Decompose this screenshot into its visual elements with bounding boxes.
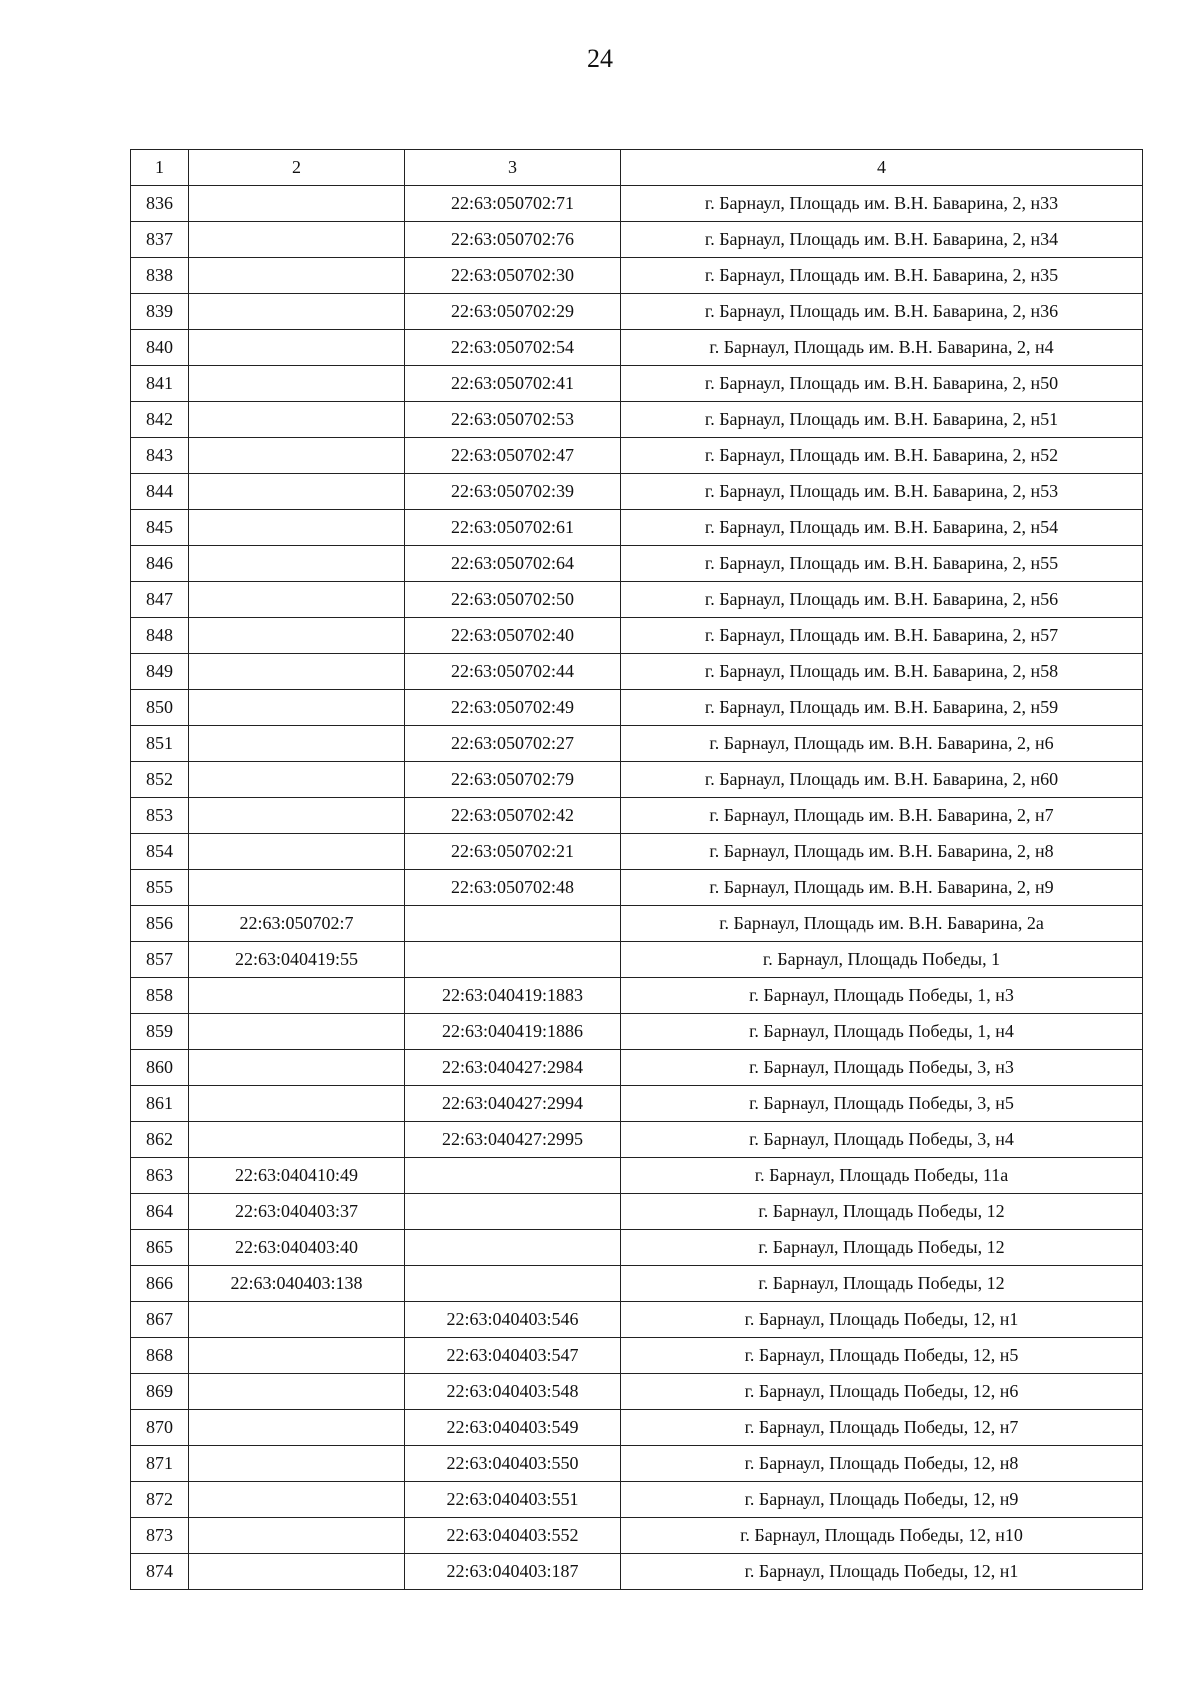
table-row: [131, 1050, 1143, 1086]
row-number-cell: 868: [131, 1338, 189, 1374]
building-cadastral-cell: [189, 726, 405, 762]
premises-cadastral-cell: 22:63:050702:61: [405, 510, 621, 546]
table-row: [131, 402, 1143, 438]
address-cell: г. Барнаул, Площадь Победы, 12, н1: [621, 1554, 1143, 1590]
row-number-cell: 857: [131, 942, 189, 978]
building-cadastral-cell: [189, 870, 405, 906]
header-cell-4: 4: [621, 150, 1143, 186]
premises-cadastral-cell: 22:63:040403:547: [405, 1338, 621, 1374]
building-cadastral-cell: [189, 1374, 405, 1410]
row-number-cell: 866: [131, 1266, 189, 1302]
table-row: [131, 726, 1143, 762]
building-cadastral-cell: [189, 1410, 405, 1446]
row-number-cell: 844: [131, 474, 189, 510]
address-cell: г. Барнаул, Площадь им. В.Н. Баварина, 2, н6: [621, 726, 1143, 762]
address-cell: г. Барнаул, Площадь им. В.Н. Баварина, 2, н51: [621, 402, 1143, 438]
premises-cadastral-cell: 22:63:050702:21: [405, 834, 621, 870]
premises-cadastral-cell: 22:63:040403:549: [405, 1410, 621, 1446]
address-cell: г. Барнаул, Площадь им. В.Н. Баварина, 2, н53: [621, 474, 1143, 510]
premises-cadastral-cell: 22:63:040403:187: [405, 1554, 621, 1590]
building-cadastral-cell: 22:63:040403:138: [189, 1266, 405, 1302]
row-number-cell: 843: [131, 438, 189, 474]
address-cell: г. Барнаул, Площадь Победы, 12, н8: [621, 1446, 1143, 1482]
building-cadastral-cell: [189, 1518, 405, 1554]
table-row: [131, 1158, 1143, 1194]
premises-cadastral-cell: 22:63:040403:546: [405, 1302, 621, 1338]
premises-cadastral-cell: [405, 906, 621, 942]
row-number-cell: 853: [131, 798, 189, 834]
premises-cadastral-cell: 22:63:050702:47: [405, 438, 621, 474]
page-number: 24: [587, 44, 613, 73]
row-number-cell: 850: [131, 690, 189, 726]
address-cell: г. Барнаул, Площадь им. В.Н. Баварина, 2, н7: [621, 798, 1143, 834]
building-cadastral-cell: [189, 978, 405, 1014]
address-cell: г. Барнаул, Площадь Победы, 1, н4: [621, 1014, 1143, 1050]
table-row: [131, 654, 1143, 690]
building-cadastral-cell: [189, 186, 405, 222]
table-row: [131, 978, 1143, 1014]
building-cadastral-cell: [189, 762, 405, 798]
row-number-cell: 840: [131, 330, 189, 366]
address-cell: г. Барнаул, Площадь им. В.Н. Баварина, 2, н52: [621, 438, 1143, 474]
building-cadastral-cell: [189, 690, 405, 726]
premises-cadastral-cell: 22:63:040427:2984: [405, 1050, 621, 1086]
address-cell: г. Барнаул, Площадь им. В.Н. Баварина, 2, н60: [621, 762, 1143, 798]
building-cadastral-cell: [189, 402, 405, 438]
table-row: [131, 294, 1143, 330]
row-number-cell: 863: [131, 1158, 189, 1194]
building-cadastral-cell: [189, 474, 405, 510]
premises-cadastral-cell: [405, 1158, 621, 1194]
row-number-cell: 838: [131, 258, 189, 294]
table-row: [131, 762, 1143, 798]
premises-cadastral-cell: 22:63:050702:64: [405, 546, 621, 582]
row-number-cell: 871: [131, 1446, 189, 1482]
premises-cadastral-cell: 22:63:040403:548: [405, 1374, 621, 1410]
row-number-cell: 839: [131, 294, 189, 330]
table-row: [131, 1194, 1143, 1230]
registry-table: [130, 149, 1143, 1590]
address-cell: г. Барнаул, Площадь им. В.Н. Баварина, 2, н50: [621, 366, 1143, 402]
premises-cadastral-cell: 22:63:040427:2995: [405, 1122, 621, 1158]
header-cell-2: 2: [189, 150, 405, 186]
address-cell: г. Барнаул, Площадь Победы, 12, н9: [621, 1482, 1143, 1518]
premises-cadastral-cell: 22:63:050702:41: [405, 366, 621, 402]
building-cadastral-cell: [189, 1086, 405, 1122]
table-row: [131, 1230, 1143, 1266]
table-row: [131, 1554, 1143, 1590]
premises-cadastral-cell: 22:63:040403:551: [405, 1482, 621, 1518]
address-cell: г. Барнаул, Площадь им. В.Н. Баварина, 2, н36: [621, 294, 1143, 330]
building-cadastral-cell: 22:63:040403:37: [189, 1194, 405, 1230]
building-cadastral-cell: [189, 258, 405, 294]
table-row: [131, 546, 1143, 582]
table-row: [131, 618, 1143, 654]
address-cell: г. Барнаул, Площадь им. В.Н. Баварина, 2, н35: [621, 258, 1143, 294]
building-cadastral-cell: [189, 582, 405, 618]
premises-cadastral-cell: 22:63:050702:29: [405, 294, 621, 330]
premises-cadastral-cell: 22:63:040427:2994: [405, 1086, 621, 1122]
table-row: [131, 798, 1143, 834]
premises-cadastral-cell: 22:63:040419:1886: [405, 1014, 621, 1050]
table-row: [131, 1266, 1143, 1302]
table-row: [131, 1122, 1143, 1158]
premises-cadastral-cell: 22:63:050702:71: [405, 186, 621, 222]
building-cadastral-cell: [189, 1302, 405, 1338]
premises-cadastral-cell: [405, 1266, 621, 1302]
address-cell: г. Барнаул, Площадь Победы, 3, н4: [621, 1122, 1143, 1158]
table-row: [131, 582, 1143, 618]
row-number-cell: 836: [131, 186, 189, 222]
row-number-cell: 852: [131, 762, 189, 798]
row-number-cell: 851: [131, 726, 189, 762]
building-cadastral-cell: 22:63:040403:40: [189, 1230, 405, 1266]
address-cell: г. Барнаул, Площадь им. В.Н. Баварина, 2, н57: [621, 618, 1143, 654]
building-cadastral-cell: [189, 654, 405, 690]
row-number-cell: 837: [131, 222, 189, 258]
table-row: [131, 942, 1143, 978]
row-number-cell: 859: [131, 1014, 189, 1050]
premises-cadastral-cell: 22:63:050702:42: [405, 798, 621, 834]
premises-cadastral-cell: 22:63:050702:39: [405, 474, 621, 510]
table-row: [131, 438, 1143, 474]
premises-cadastral-cell: [405, 1230, 621, 1266]
address-cell: г. Барнаул, Площадь Победы, 3, н3: [621, 1050, 1143, 1086]
building-cadastral-cell: 22:63:050702:7: [189, 906, 405, 942]
address-cell: г. Барнаул, Площадь им. В.Н. Баварина, 2, н55: [621, 546, 1143, 582]
row-number-cell: 846: [131, 546, 189, 582]
address-cell: г. Барнаул, Площадь Победы, 12: [621, 1194, 1143, 1230]
row-number-cell: 861: [131, 1086, 189, 1122]
building-cadastral-cell: [189, 510, 405, 546]
building-cadastral-cell: 22:63:040410:49: [189, 1158, 405, 1194]
building-cadastral-cell: [189, 546, 405, 582]
premises-cadastral-cell: 22:63:050702:49: [405, 690, 621, 726]
address-cell: г. Барнаул, Площадь им. В.Н. Баварина, 2, н34: [621, 222, 1143, 258]
building-cadastral-cell: [189, 1446, 405, 1482]
table-body: [131, 186, 1143, 1590]
header-cell-1: 1: [131, 150, 189, 186]
row-number-cell: 842: [131, 402, 189, 438]
building-cadastral-cell: [189, 1050, 405, 1086]
table-header: [131, 150, 1143, 186]
building-cadastral-cell: [189, 366, 405, 402]
row-number-cell: 845: [131, 510, 189, 546]
building-cadastral-cell: [189, 1554, 405, 1590]
row-number-cell: 864: [131, 1194, 189, 1230]
row-number-cell: 855: [131, 870, 189, 906]
address-cell: г. Барнаул, Площадь им. В.Н. Баварина, 2, н56: [621, 582, 1143, 618]
premises-cadastral-cell: 22:63:050702:50: [405, 582, 621, 618]
header-cell-3: 3: [405, 150, 621, 186]
building-cadastral-cell: 22:63:040419:55: [189, 942, 405, 978]
table-row: [131, 1482, 1143, 1518]
address-cell: г. Барнаул, Площадь им. В.Н. Баварина, 2, н9: [621, 870, 1143, 906]
premises-cadastral-cell: 22:63:050702:30: [405, 258, 621, 294]
table-row: [131, 1410, 1143, 1446]
table-row: [131, 1446, 1143, 1482]
premises-cadastral-cell: 22:63:040403:552: [405, 1518, 621, 1554]
building-cadastral-cell: [189, 330, 405, 366]
table-row: [131, 258, 1143, 294]
table-row: [131, 222, 1143, 258]
table-row: [131, 330, 1143, 366]
row-number-cell: 872: [131, 1482, 189, 1518]
table-row: [131, 870, 1143, 906]
building-cadastral-cell: [189, 1482, 405, 1518]
address-cell: г. Барнаул, Площадь Победы, 12, н5: [621, 1338, 1143, 1374]
address-cell: г. Барнаул, Площадь им. В.Н. Баварина, 2а: [621, 906, 1143, 942]
building-cadastral-cell: [189, 1122, 405, 1158]
row-number-cell: 873: [131, 1518, 189, 1554]
row-number-cell: 849: [131, 654, 189, 690]
address-cell: г. Барнаул, Площадь Победы, 12, н10: [621, 1518, 1143, 1554]
premises-cadastral-cell: [405, 1194, 621, 1230]
premises-cadastral-cell: 22:63:050702:54: [405, 330, 621, 366]
premises-cadastral-cell: [405, 942, 621, 978]
building-cadastral-cell: [189, 618, 405, 654]
premises-cadastral-cell: 22:63:050702:53: [405, 402, 621, 438]
address-cell: г. Барнаул, Площадь им. В.Н. Баварина, 2, н4: [621, 330, 1143, 366]
address-cell: г. Барнаул, Площадь Победы, 12: [621, 1230, 1143, 1266]
address-cell: г. Барнаул, Площадь Победы, 3, н5: [621, 1086, 1143, 1122]
row-number-cell: 858: [131, 978, 189, 1014]
row-number-cell: 847: [131, 582, 189, 618]
table-row: [131, 1086, 1143, 1122]
row-number-cell: 860: [131, 1050, 189, 1086]
address-cell: г. Барнаул, Площадь Победы, 12, н6: [621, 1374, 1143, 1410]
table-row: [131, 906, 1143, 942]
row-number-cell: 841: [131, 366, 189, 402]
address-cell: г. Барнаул, Площадь им. В.Н. Баварина, 2, н33: [621, 186, 1143, 222]
table-row: [131, 366, 1143, 402]
address-cell: г. Барнаул, Площадь Победы, 1: [621, 942, 1143, 978]
address-cell: г. Барнаул, Площадь им. В.Н. Баварина, 2, н59: [621, 690, 1143, 726]
address-cell: г. Барнаул, Площадь Победы, 12, н7: [621, 1410, 1143, 1446]
address-cell: г. Барнаул, Площадь Победы, 12, н1: [621, 1302, 1143, 1338]
row-number-cell: 856: [131, 906, 189, 942]
table-row: [131, 834, 1143, 870]
table-row: [131, 690, 1143, 726]
address-cell: г. Барнаул, Площадь Победы, 1, н3: [621, 978, 1143, 1014]
building-cadastral-cell: [189, 834, 405, 870]
building-cadastral-cell: [189, 438, 405, 474]
address-cell: г. Барнаул, Площадь Победы, 12: [621, 1266, 1143, 1302]
table-row: [131, 186, 1143, 222]
table-row: [131, 1374, 1143, 1410]
building-cadastral-cell: [189, 1014, 405, 1050]
building-cadastral-cell: [189, 798, 405, 834]
premises-cadastral-cell: 22:63:050702:40: [405, 618, 621, 654]
header-row: [131, 150, 1143, 186]
premises-cadastral-cell: 22:63:050702:79: [405, 762, 621, 798]
address-cell: г. Барнаул, Площадь им. В.Н. Баварина, 2, н58: [621, 654, 1143, 690]
premises-cadastral-cell: 22:63:050702:48: [405, 870, 621, 906]
premises-cadastral-cell: 22:63:040419:1883: [405, 978, 621, 1014]
premises-cadastral-cell: 22:63:050702:76: [405, 222, 621, 258]
address-cell: г. Барнаул, Площадь им. В.Н. Баварина, 2, н8: [621, 834, 1143, 870]
table-row: [131, 1014, 1143, 1050]
row-number-cell: 862: [131, 1122, 189, 1158]
table-row: [131, 1518, 1143, 1554]
row-number-cell: 870: [131, 1410, 189, 1446]
row-number-cell: 867: [131, 1302, 189, 1338]
row-number-cell: 865: [131, 1230, 189, 1266]
premises-cadastral-cell: 22:63:040403:550: [405, 1446, 621, 1482]
table-row: [131, 510, 1143, 546]
row-number-cell: 874: [131, 1554, 189, 1590]
row-number-cell: 854: [131, 834, 189, 870]
table-row: [131, 474, 1143, 510]
building-cadastral-cell: [189, 222, 405, 258]
table-row: [131, 1302, 1143, 1338]
address-cell: г. Барнаул, Площадь им. В.Н. Баварина, 2, н54: [621, 510, 1143, 546]
building-cadastral-cell: [189, 1338, 405, 1374]
building-cadastral-cell: [189, 294, 405, 330]
address-cell: г. Барнаул, Площадь Победы, 11а: [621, 1158, 1143, 1194]
row-number-cell: 848: [131, 618, 189, 654]
premises-cadastral-cell: 22:63:050702:27: [405, 726, 621, 762]
table-row: [131, 1338, 1143, 1374]
row-number-cell: 869: [131, 1374, 189, 1410]
premises-cadastral-cell: 22:63:050702:44: [405, 654, 621, 690]
